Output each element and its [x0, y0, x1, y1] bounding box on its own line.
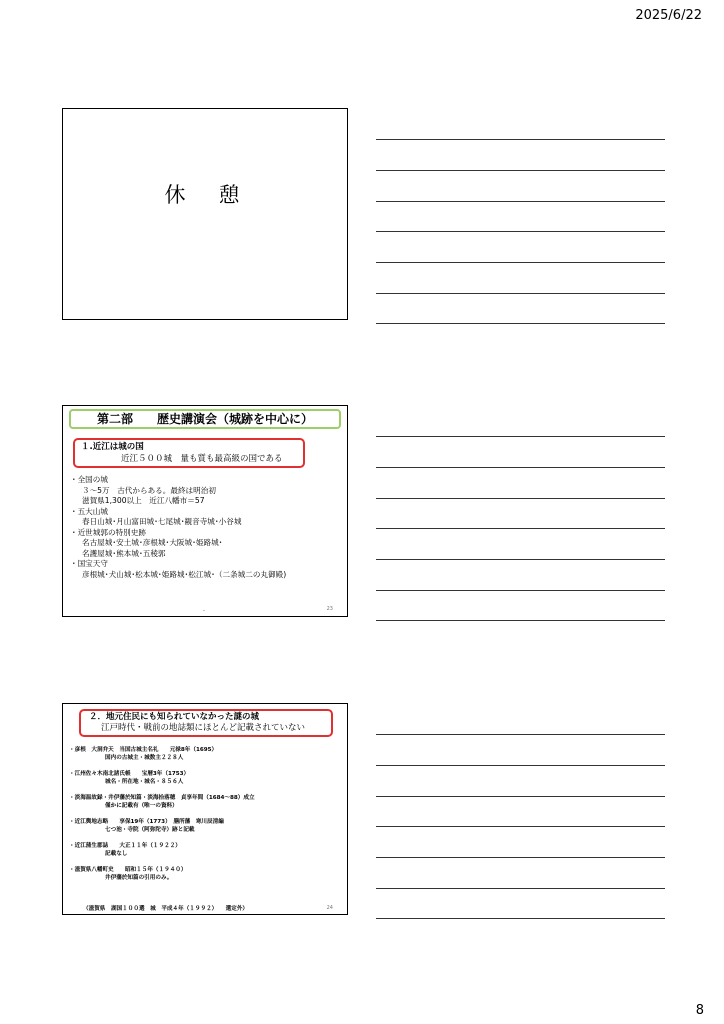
- print-date: 2025/6/22: [635, 8, 702, 23]
- note-line: [376, 559, 665, 560]
- highlight-box: [79, 709, 333, 737]
- list-item: [69, 794, 345, 810]
- entry-detail: 井伊藩於知篇の引用のみ。: [105, 875, 173, 881]
- note-line: [376, 323, 665, 324]
- page-number: 8: [695, 1003, 704, 1018]
- entry-title: ・淡海温故録・井伊藩於知篇・淡海拾落穂 貞享年間（1684～88）成立: [69, 795, 255, 801]
- entry-title: ・近江輿地志略 享保19年（1773） 膳所藩 寒川辰清編: [69, 819, 224, 825]
- entry-detail: 記載なし: [105, 851, 128, 857]
- slide-heading: 第二部 歴史講演会（城跡を中心に）: [69, 409, 341, 429]
- body-line: ・国宝天守: [70, 559, 108, 568]
- list-item: [69, 866, 345, 882]
- entry-detail: 僅かに記載有（唯一の資料）: [105, 803, 178, 809]
- box-subtitle: 近江５００城 量も質も最高級の国である: [121, 454, 283, 464]
- note-line: [376, 528, 665, 529]
- note-line: [376, 139, 665, 140]
- entry-detail: 城名・所在地・城名・８５６人: [105, 779, 184, 785]
- body-line: ・五大山城: [70, 506, 108, 516]
- body-line: ３～5万 古代からある。最終は明治初: [82, 485, 216, 495]
- note-line: [376, 857, 665, 858]
- note-line: [376, 765, 665, 766]
- entry-title: ・彦根 大洞弁天 当国古城主名礼 元禄8年（1695）: [69, 747, 218, 753]
- slide-body: [69, 746, 345, 890]
- box-subtitle: 江戸時代・戦前の地誌類にほとんど記載されていない: [101, 723, 306, 733]
- entry-title: ・近江蒲生郡誌 大正１１年（１９２２）: [69, 843, 181, 849]
- slide-body: [70, 475, 345, 580]
- slide-mark: .: [203, 606, 205, 613]
- note-line: [376, 888, 665, 889]
- note-line: [376, 262, 665, 263]
- note-line: [376, 498, 665, 499]
- entry-title: ・江州佐々木南北諸氏帳 宝暦3年（1753）: [69, 771, 190, 777]
- list-item: [69, 770, 345, 786]
- note-line: [376, 293, 665, 294]
- note-line: [376, 170, 665, 171]
- slide-thumbnail-3: [62, 703, 348, 915]
- slide-thumbnail-1: [62, 108, 348, 320]
- note-line: [376, 734, 665, 735]
- body-line: 名古屋城･安土城･彦根城･大阪城･姫路城･: [82, 538, 223, 547]
- slide-thumbnail-2: [62, 405, 348, 617]
- body-line: ・全国の城: [70, 475, 108, 484]
- list-item: [69, 746, 345, 762]
- note-line: [376, 467, 665, 468]
- slide-page-number: 24: [326, 905, 333, 911]
- box-title: ２．地元住民にも知られていなかった謎の城: [89, 712, 260, 722]
- list-item: [69, 818, 345, 834]
- entry-detail: 七つ池・寺院（阿弥陀寺）跡と記載: [105, 827, 195, 833]
- box-title: １.近江は城の国: [81, 442, 144, 452]
- body-line: 滋賀県1,300以上 近江八幡市＝57: [82, 496, 205, 505]
- note-line: [376, 918, 665, 919]
- note-line: [376, 796, 665, 797]
- note-line: [376, 231, 665, 232]
- slide-footnote: （滋賀県 湖国１００選 城 平成４年（１９９２） 選定外）: [83, 906, 249, 912]
- highlight-box: [73, 438, 305, 468]
- list-item: [69, 842, 345, 858]
- slide-title: 休 憩: [164, 183, 246, 207]
- note-line: [376, 826, 665, 827]
- entry-detail: 国内の古城主・城数主２２８人: [105, 755, 184, 761]
- body-line: 名護屋城･熊本城･五稜郭: [82, 548, 166, 558]
- note-line: [376, 436, 665, 437]
- slide-page-number: 23: [326, 606, 333, 612]
- body-line: ・近世城郭の特別史跡: [70, 527, 146, 537]
- entry-title: ・滋賀県八幡町史 昭和１５年（１９４０）: [69, 867, 187, 873]
- note-line: [376, 201, 665, 202]
- note-line: [376, 620, 665, 621]
- body-line: 彦根城･犬山城･松本城･姫路城･松江城･（二条城二の丸御殿): [82, 569, 287, 579]
- note-line: [376, 590, 665, 591]
- body-line: 春日山城･月山富田城･七尾城･観音寺城･小谷城: [82, 517, 242, 526]
